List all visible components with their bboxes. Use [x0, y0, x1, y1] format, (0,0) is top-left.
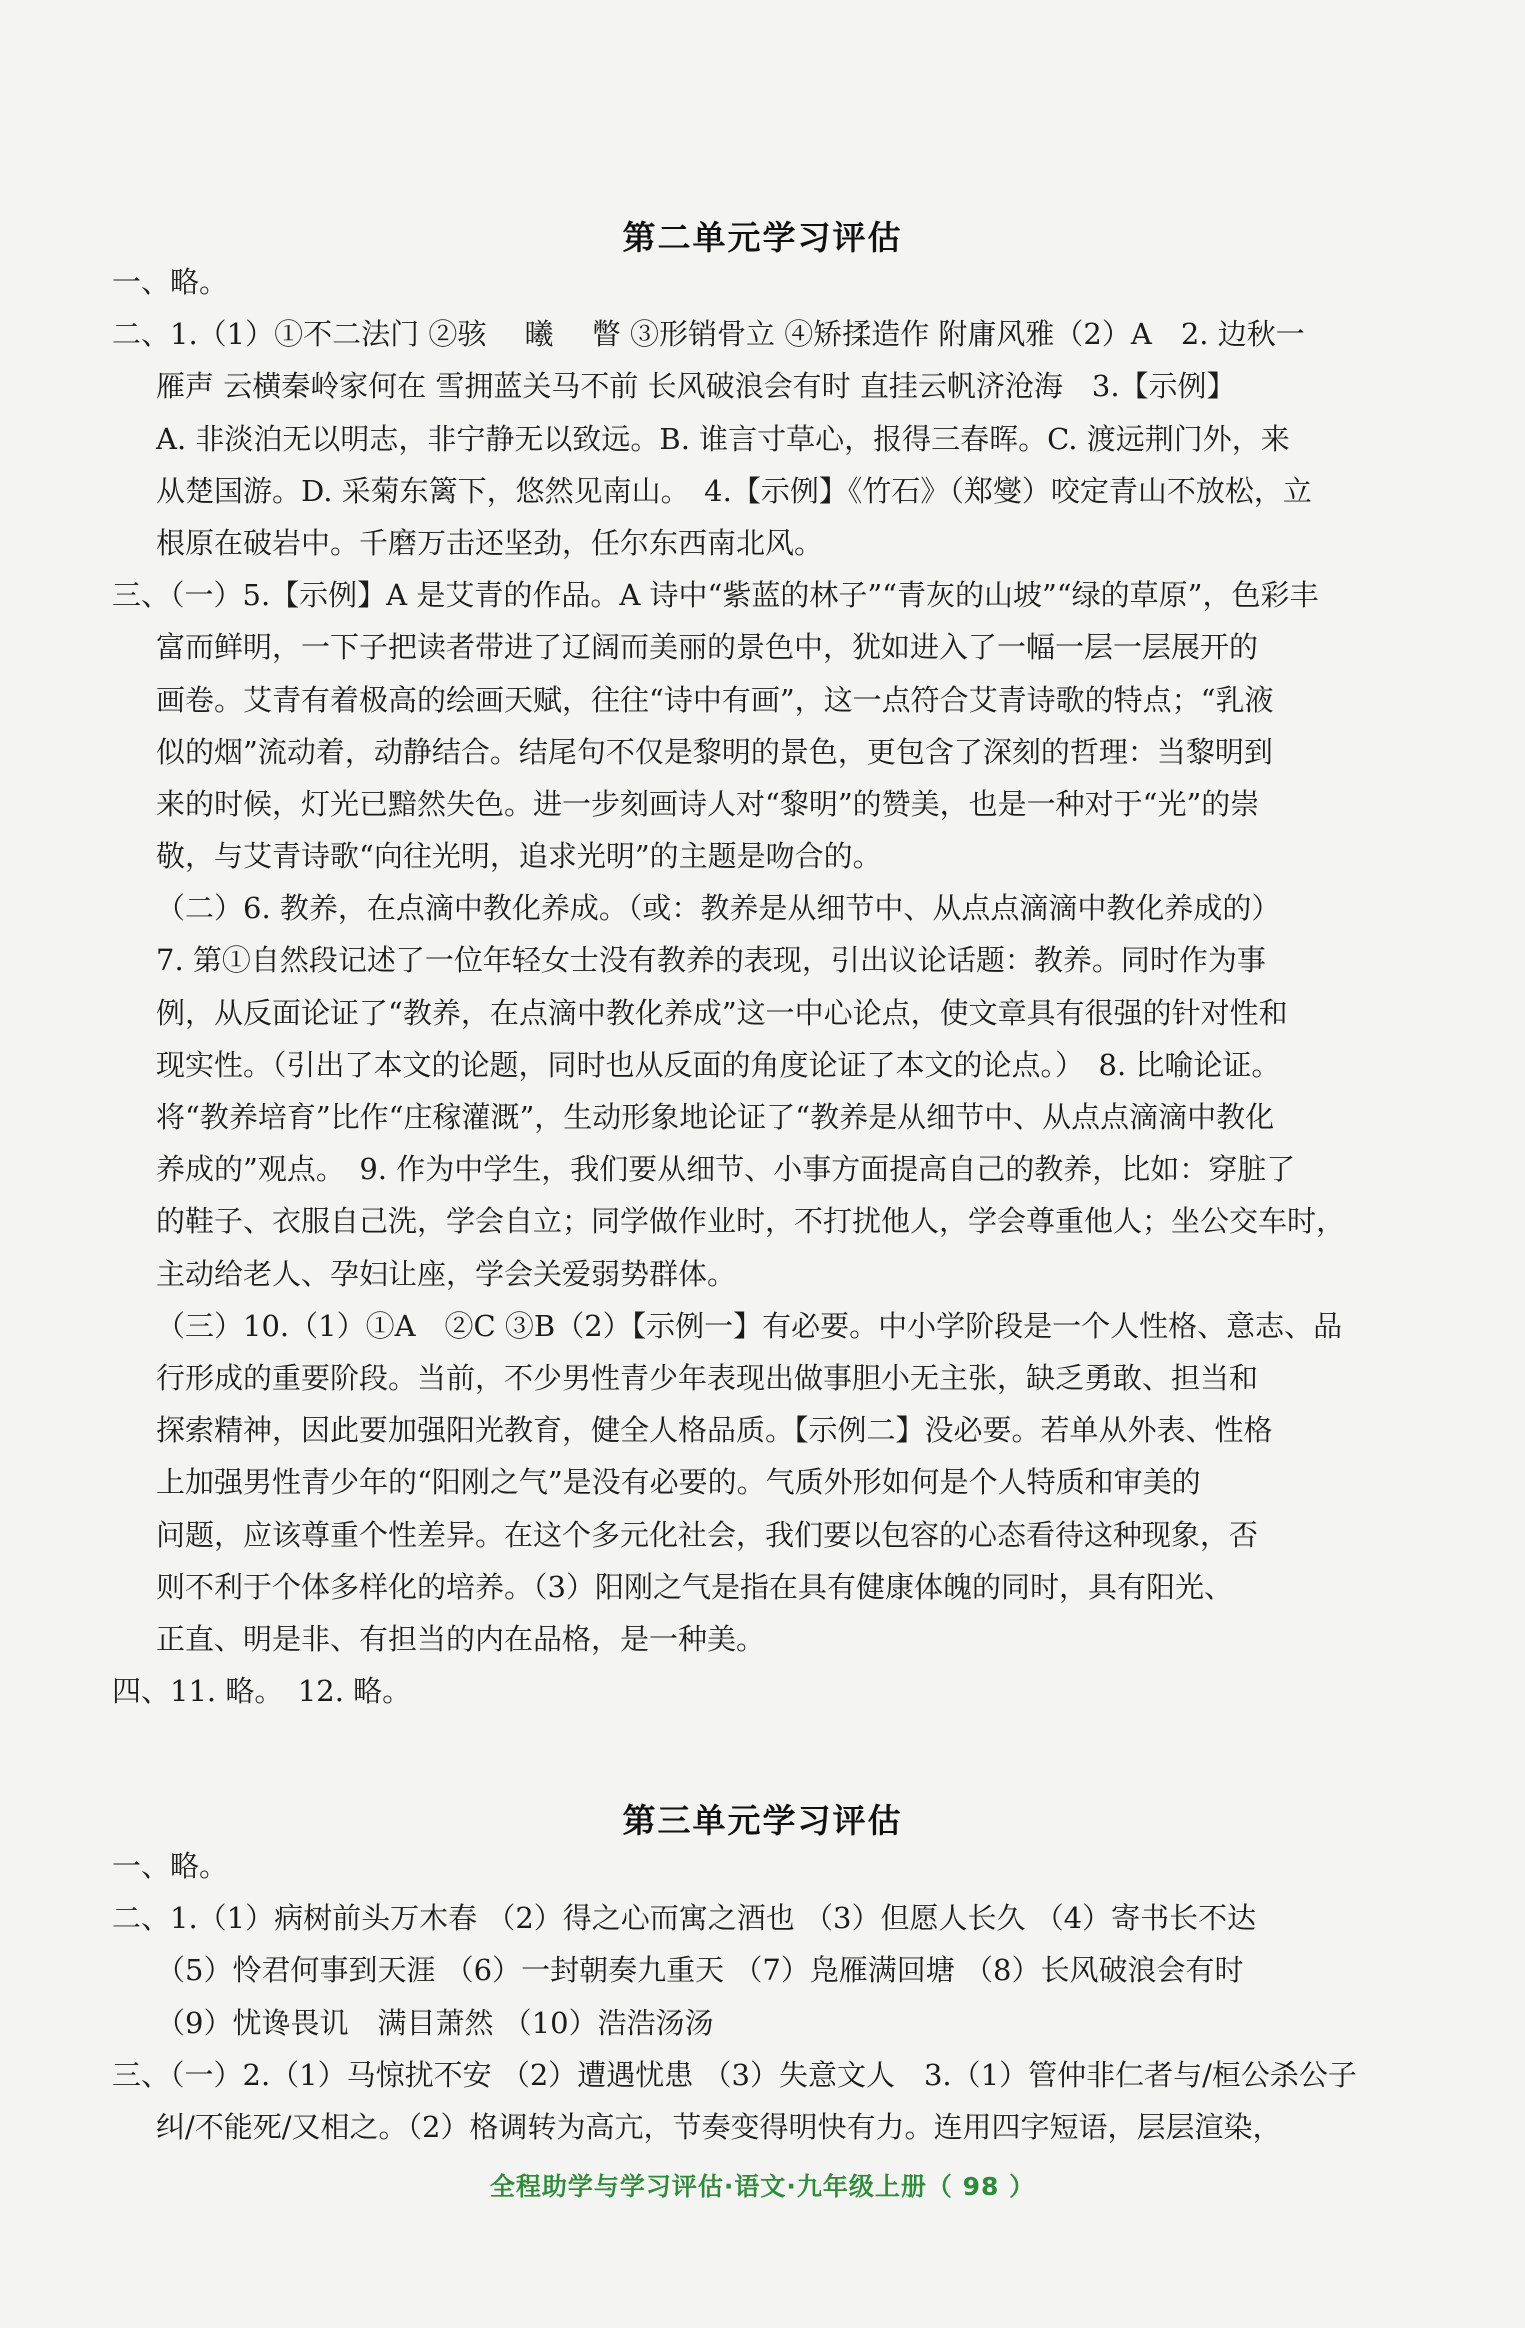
page-footer: 全程助学与学习评估·语文·九年级上册（ 98 ） — [489, 2172, 1036, 2201]
answer-line: 雁声 云横秦岭家何在 雪拥蓝关马不前 长风破浪会有时 直挂云帆济沧海 3.【示例】 — [156, 369, 1236, 404]
unit2-title: 第二单元学习评估 — [622, 218, 903, 257]
answer-line: 探索精神，因此要加强阳光教育，健全人格品质。【示例二】没必要。若单从外表、性格 — [156, 1413, 1273, 1448]
answer-line: 纠/不能死/又相之。（2）格调转为高亢，节奏变得明快有力。连用四字短语，层层渲染， — [156, 2109, 1282, 2144]
answer-line: （9）忧谗畏讥 满目萧然 （10）浩浩汤汤 — [156, 2005, 714, 2040]
answer-line: （5）怜君何事到天涯 （6）一封朝奏九重天 （7）凫雁满回塘 （8）长风破浪会有时 — [156, 1953, 1244, 1988]
answer-line: 例，从反面论证了“教养，在点滴中教化养成”这一中心论点，使文章具有很强的针对性和 — [156, 995, 1288, 1030]
answer-line: 行形成的重要阶段。当前，不少男性青少年表现出做事胆小无主张，缺乏勇敢、担当和 — [156, 1360, 1259, 1395]
answer-line: 一、略。 — [112, 265, 229, 299]
unit3-answers — [112, 1840, 1357, 2153]
answer-line: 四、11. 略。 12. 略。 — [112, 1674, 412, 1709]
answer-line: 正直、明是非、有担当的内在品格，是一种美。 — [156, 1621, 766, 1656]
answer-line: 上加强男性青少年的“阳刚之气”是没有必要的。气质外形如何是个人特质和审美的 — [156, 1465, 1201, 1500]
answer-line: （三）10.（1）①A ②C ③B（2）【示例一】有必要。中小学阶段是一个人性格、意志、品 — [156, 1308, 1343, 1343]
answer-line: 似的烟”流动着，动静结合。结尾句不仅是黎明的景色，更包含了深刻的哲理：当黎明到 — [156, 734, 1273, 769]
answer-line: 画卷。艾青有着极高的绘画天赋，往往“诗中有画”，这一点符合艾青诗歌的特点；“乳液 — [156, 682, 1274, 717]
answer-line: 根原在破岩中。千磨万击还坚劲，任尔东西南北风。 — [156, 525, 824, 560]
answer-line: A. 非淡泊无以明志，非宁静无以致远。B. 谁言寸草心，报得三春晖。C. 渡远荆门外，来 — [156, 421, 1290, 456]
answer-line: 来的时候，灯光已黯然失色。进一步刻画诗人对“黎明”的赞美，也是一种对于“光”的崇 — [156, 786, 1260, 821]
answer-line: 将“教养培育”比作“庄稼灌溉”，生动形象地论证了“教养是从细节中、从点点滴滴中教化 — [156, 1100, 1275, 1134]
answer-line: 从楚国游。D. 采菊东篱下，悠然见南山。 4.【示例】《竹石》（郑燮）咬定青山不放松，立 — [156, 473, 1312, 508]
unit2-answers — [112, 256, 1345, 1717]
unit3-title: 第三单元学习评估 — [622, 1801, 903, 1840]
answer-line: 现实性。（引出了本文的论题，同时也从反面的角度论证了本文的论点。） 8. 比喻论证。 — [156, 1047, 1281, 1082]
answer-line: 一、略。 — [112, 1849, 229, 1883]
answer-line: 二、1.（1）①不二法门 ②骇 曦 瞥 ③形销骨立 ④矫揉造作 附庸风雅（2）A 2. 边秋一 — [112, 317, 1305, 352]
answer-line: 敬，与艾青诗歌“向往光明，追求光明”的主题是吻合的。 — [156, 839, 882, 874]
answer-line: 养成的”观点。 9. 作为中学生，我们要从细节、小事方面提高自己的教养，比如：穿脏了 — [156, 1152, 1296, 1187]
answer-line: 三、（一）5.【示例】A 是艾青的作品。A 诗中“紫蓝的林子”“青灰的山坡”“绿的草原”，色彩丰 — [112, 578, 1319, 613]
answer-line: 富而鲜明，一下子把读者带进了辽阔而美丽的景色中，犹如进入了一幅一层一层展开的 — [156, 630, 1259, 665]
answer-line: 二、1.（1）病树前头万木春 （2）得之心而寓之酒也 （3）但愿人长久 （4）寄书长不达 — [112, 1901, 1257, 1936]
answer-line: 三、（一）2.（1）马惊扰不安 （2）遭遇忧患 （3）失意文人 3.（1）管仲非仁者与/桓公杀公子 — [112, 2057, 1357, 2092]
answer-line: 主动给老人、孕妇让座，学会关爱弱势群体。 — [156, 1256, 737, 1291]
answer-line: 7. 第①自然段记述了一位年轻女士没有教养的表现，引出议论话题：教养。同时作为事 — [156, 943, 1266, 978]
answer-line: 的鞋子、衣服自己洗，学会自立；同学做作业时，不打扰他人，学会尊重他人；坐公交车时， — [156, 1204, 1346, 1239]
answer-line: （二）6. 教养，在点滴中教化养成。（或：教养是从细节中、从点点滴滴中教化养成的） — [156, 891, 1281, 926]
answer-line: 问题，应该尊重个性差异。在这个多元化社会，我们要以包容的心态看待这种现象，否 — [156, 1517, 1259, 1552]
answer-line: 则不利于个体多样化的培养。（3）阳刚之气是指在具有健康体魄的同时，具有阳光、 — [156, 1569, 1233, 1604]
